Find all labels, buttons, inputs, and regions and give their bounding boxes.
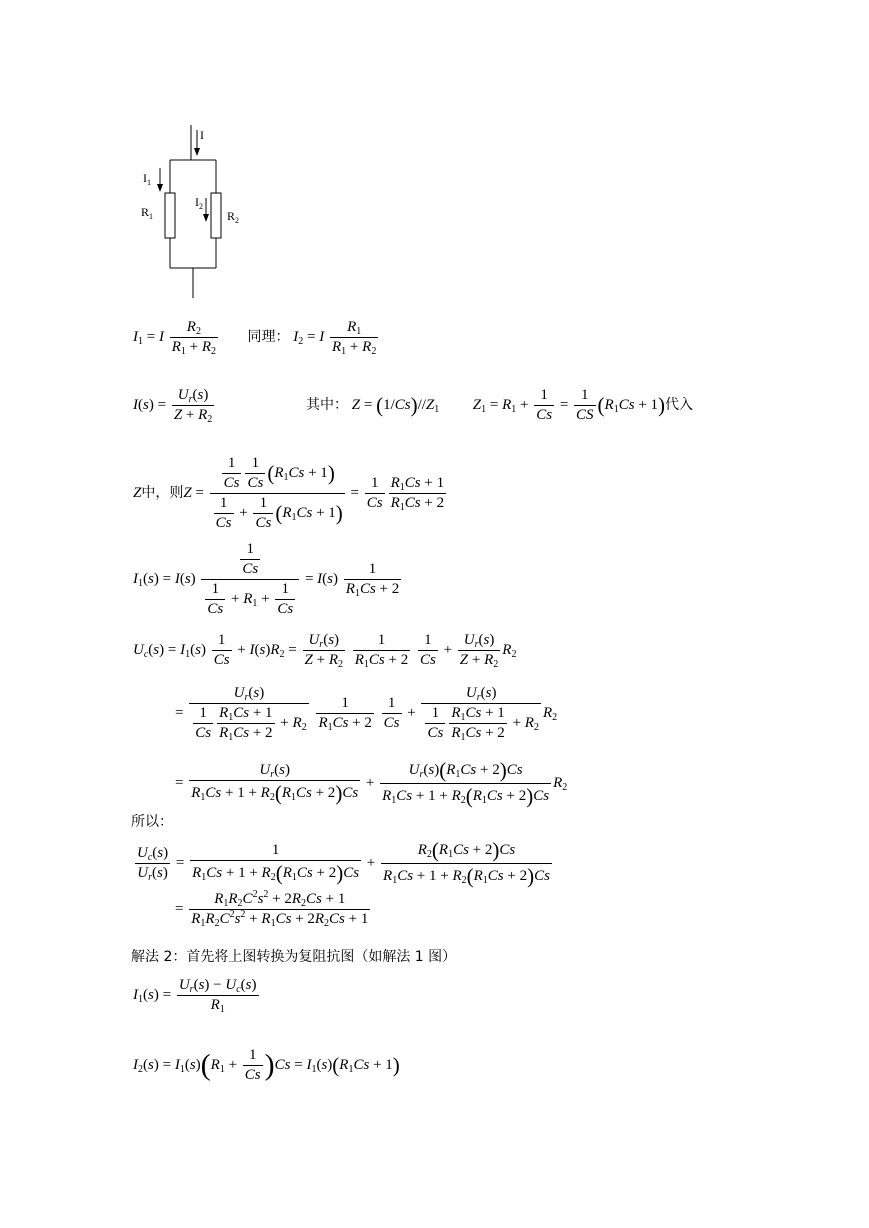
equation-uc-line1: $U_c(s) = I_1(s)$ $\frac{1}{Cs}$ + $I(s)R_2$ = $\frac{U_r(s)}{Z + R_2}$ $\frac{1}{R_1Cs + 2}$ $\frac{1}{Cs}$ + $\frac{U_r(s)}{Z + R_2}$ $R_2$ bbox=[133, 632, 517, 670]
label-r1: $R_1$ bbox=[141, 205, 154, 221]
resistor-r1 bbox=[165, 193, 175, 238]
equation-uc-line3: = $\frac{U_r(s)}{R_1Cs + 1 + R_2(R_1Cs + 2)Cs}$ + $\frac{U_r(s)(R_1Cs + 2)Cs}{R_1Cs + 1 + R_2(R_1Cs + 2)Cs}$ $R_2$ bbox=[175, 758, 568, 808]
label-i2: $I_2$ bbox=[195, 195, 203, 211]
resistor-r2 bbox=[211, 193, 221, 238]
equation-i1-s: $I_1(s) = I(s)$ $\frac{1}{Cs}$ $\frac{1}{Cs}$ + $R_1$ + $\frac{1}{Cs}$ = I(s) $\frac{1}{R_1Cs + 2}$ bbox=[133, 541, 400, 617]
label-i: I bbox=[200, 128, 204, 142]
label-i1: $I_1$ bbox=[143, 171, 151, 187]
equation-transfer-final: = $\frac{R_1R_2C^2s^2 + 2R_2Cs + 1}{R_1R_2C^2s^2 + R_1Cs + 2R_2Cs + 1}$ bbox=[175, 889, 369, 929]
equation-z: Z中，则Z = $\frac{1}{Cs}$ $\frac{1}{Cs}$ $(R_1Cs + 1)$ $\frac{1}{Cs}$ + $\frac{1}{Cs}$ $(R_1Cs + 1)$ = $\frac{1}{Cs}$ $\frac{R_1Cs + 1}{R_1Cs + 2}$ bbox=[133, 455, 445, 531]
text-tongli: 同理： bbox=[247, 328, 290, 345]
label-r2: $R_2$ bbox=[227, 209, 240, 225]
equation-uc-line2: = $U_r(s)$ $\frac{1}{Cs}$ $\frac{R_1Cs + 1}{R_1Cs + 2}$ + $R_2$ $\frac{1}{R_1Cs + 2}$ $\frac{1}{Cs}$ + $U_r(s)$ $\frac{1}{Cs}$ $\frac{R_1Cs + 1}{R_1Cs + 2}$ + $R_2$ $R_2$ bbox=[175, 685, 558, 743]
equation-impedance-def: 其中： $Z = (1/Cs)//Z_1$ $Z_1 = R_1$ + $\frac{1}{Cs}$ = $\frac{1}{CS}$ $(R_1Cs + 1)$代入 bbox=[306, 387, 694, 423]
text-qizhong: 其中： bbox=[306, 396, 348, 413]
text-dairu: 代入 bbox=[665, 396, 694, 413]
equation-i2-solution2: $I_2(s) = I_1(s)(R_1$ + $\frac{1}{Cs}$ )$Cs = I_1(s)(R_1Cs + 1)$ bbox=[133, 1047, 400, 1083]
text-jiefa2: 解法 2：首先将上图转换为复阻抗图（如解法 1 图） bbox=[131, 949, 457, 965]
equation-transfer-function: $\frac{U_c(s)}{U_r(s)}$ = $\frac{1}{R_1Cs + 1 + R_2(R_1Cs + 2)Cs}$ + $\frac{R_2(R_1Cs + 2)Cs}{R_1Cs + 1 + R_2(R_1Cs + 2)Cs}$ bbox=[137, 838, 550, 888]
text-z-zhong: 中，则 bbox=[141, 484, 184, 501]
equation-current-divider: $I_1 = I$ $\frac{R_2}{R_1 + R_2}$ 同理： $I_2 = I$ $\frac{R_1}{R_1 + R_2}$ bbox=[133, 319, 377, 357]
circuit-diagram bbox=[135, 120, 255, 305]
equation-i1-solution2: $I_1(s)$ = $\frac{U_r(s) - U_c(s)}{R_1}$ bbox=[133, 977, 257, 1015]
text-suoyi: 所以： bbox=[131, 814, 173, 830]
equation-current-s: I(s) = $\frac{U_r(s)}{Z + R_2}$ bbox=[133, 387, 213, 425]
